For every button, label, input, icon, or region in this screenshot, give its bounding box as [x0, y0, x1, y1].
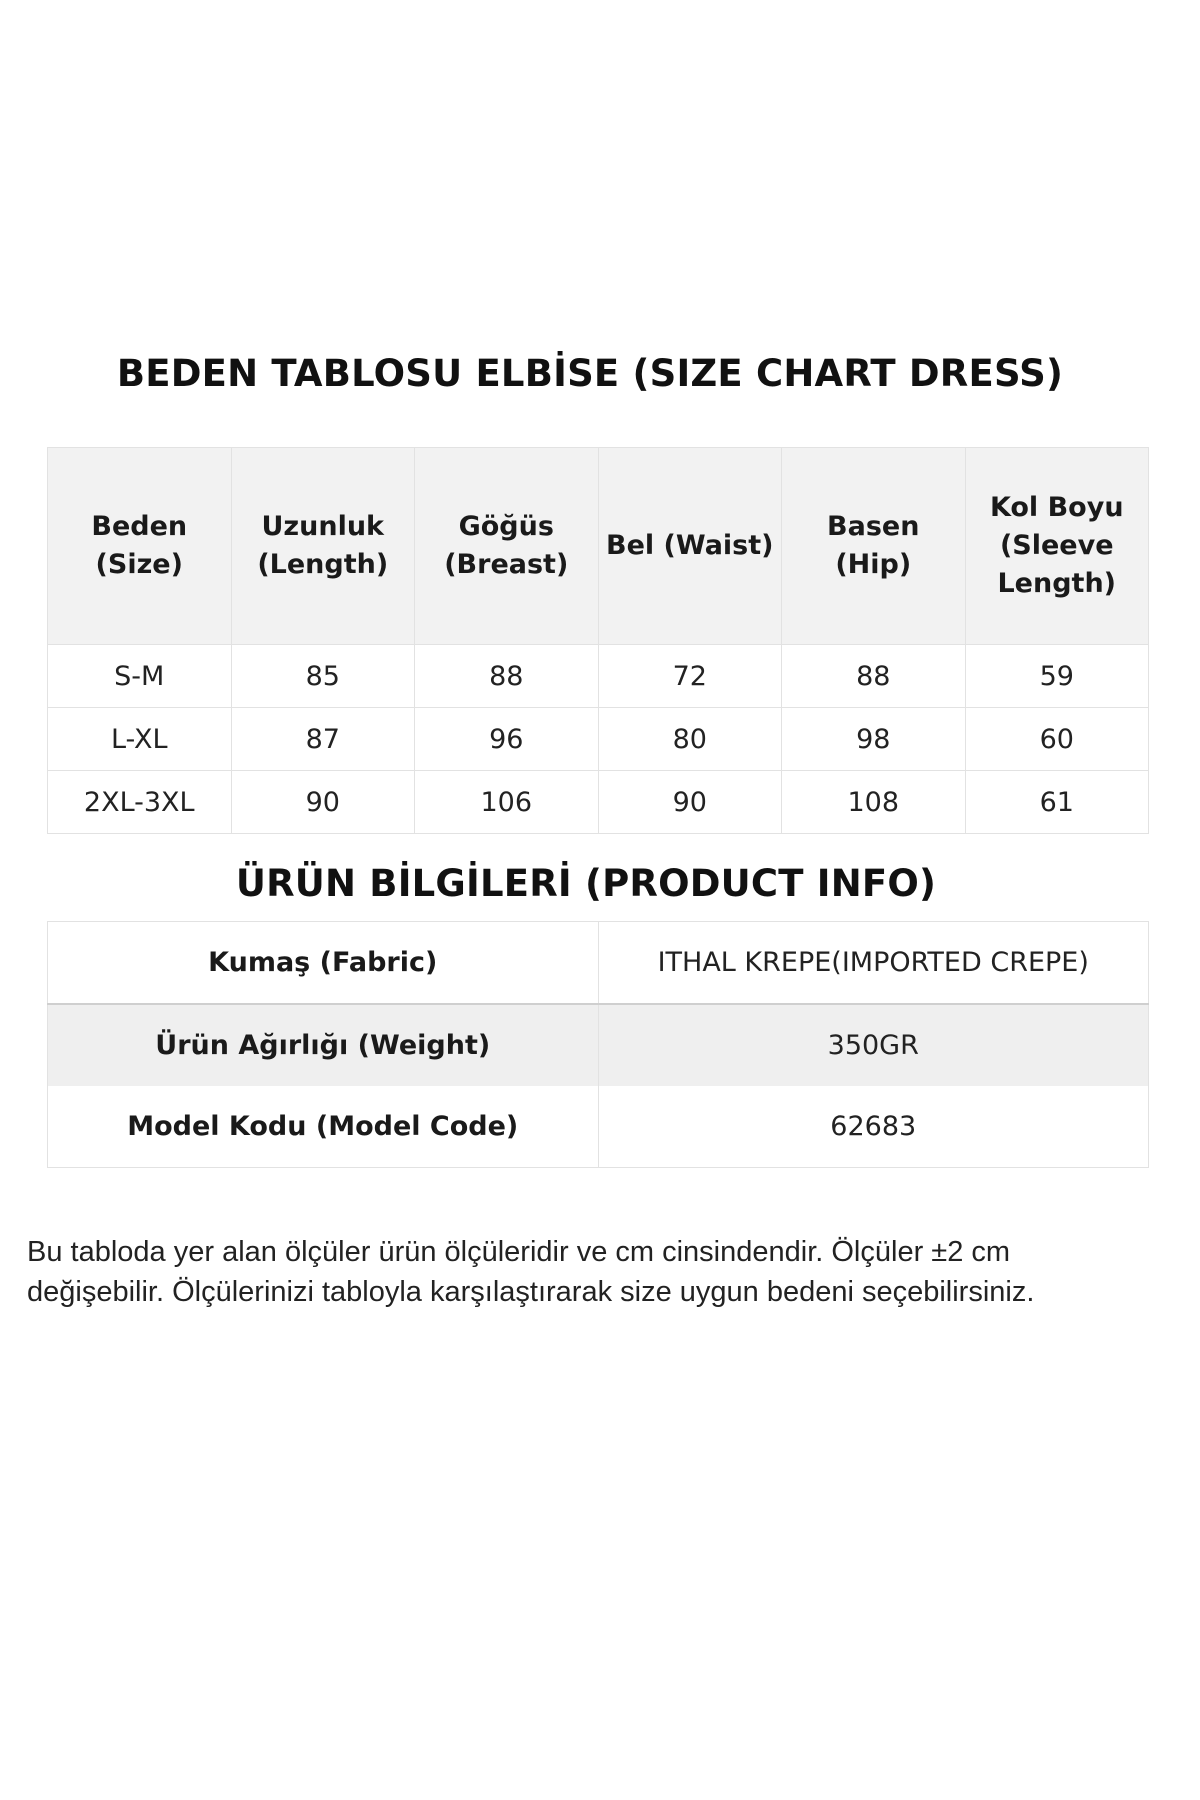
table-row — [48, 645, 1149, 708]
cell-sleeve-length: 60 — [965, 708, 1149, 771]
weight-label: Ürün Ağırlığı (Weight) — [48, 1004, 599, 1086]
model-code-label: Model Kodu (Model Code) — [48, 1086, 599, 1168]
cell-length: 90 — [231, 771, 415, 834]
size-chart-header-row — [48, 448, 1149, 645]
model-code-value: 62683 — [598, 1086, 1149, 1168]
header-size: Beden (Size) — [48, 448, 232, 645]
cell-length: 85 — [231, 645, 415, 708]
header-waist: Bel (Waist) — [598, 448, 782, 645]
cell-breast: 106 — [415, 771, 599, 834]
size-chart-title: BEDEN TABLOSU ELBİSE (SIZE CHART DRESS) — [116, 352, 1064, 395]
product-info-title: ÜRÜN BİLGİLERİ (PRODUCT INFO) — [235, 862, 937, 905]
table-row — [48, 708, 1149, 771]
cell-waist: 80 — [598, 708, 782, 771]
cell-length: 87 — [231, 708, 415, 771]
product-info-row-fabric — [48, 922, 1149, 1005]
cell-hip: 88 — [782, 645, 966, 708]
cell-breast: 88 — [415, 645, 599, 708]
cell-hip: 98 — [782, 708, 966, 771]
cell-size: 2XL-3XL — [48, 771, 232, 834]
measurement-note-line-1: Bu tabloda yer alan ölçüler ürün ölçüleridir ve cm cinsindendir. Ölçüler ±2 cm — [27, 1236, 1011, 1268]
measurement-note-line-2: değişebilir. Ölçülerinizi tabloyla karşılaştırarak size uygun bedeni seçebilirsiniz. — [27, 1276, 1035, 1308]
product-info-table — [47, 921, 1149, 1168]
cell-size: L-XL — [48, 708, 232, 771]
product-info-row-model-code — [48, 1086, 1149, 1168]
fabric-label: Kumaş (Fabric) — [48, 922, 599, 1005]
size-chart-table — [47, 447, 1149, 834]
product-info-row-weight — [48, 1004, 1149, 1086]
table-row — [48, 771, 1149, 834]
cell-size: S-M — [48, 645, 232, 708]
header-length: Uzunluk (Length) — [231, 448, 415, 645]
cell-sleeve-length: 61 — [965, 771, 1149, 834]
cell-hip: 108 — [782, 771, 966, 834]
header-breast: Göğüs (Breast) — [415, 448, 599, 645]
cell-waist: 72 — [598, 645, 782, 708]
cell-waist: 90 — [598, 771, 782, 834]
header-hip: Basen (Hip) — [782, 448, 966, 645]
weight-value: 350GR — [598, 1004, 1149, 1086]
cell-sleeve-length: 59 — [965, 645, 1149, 708]
cell-breast: 96 — [415, 708, 599, 771]
fabric-value: ITHAL KREPE(IMPORTED CREPE) — [598, 922, 1149, 1005]
header-sleeve-length: Kol Boyu (Sleeve Length) — [965, 448, 1149, 645]
measurement-note — [27, 1232, 1177, 1312]
